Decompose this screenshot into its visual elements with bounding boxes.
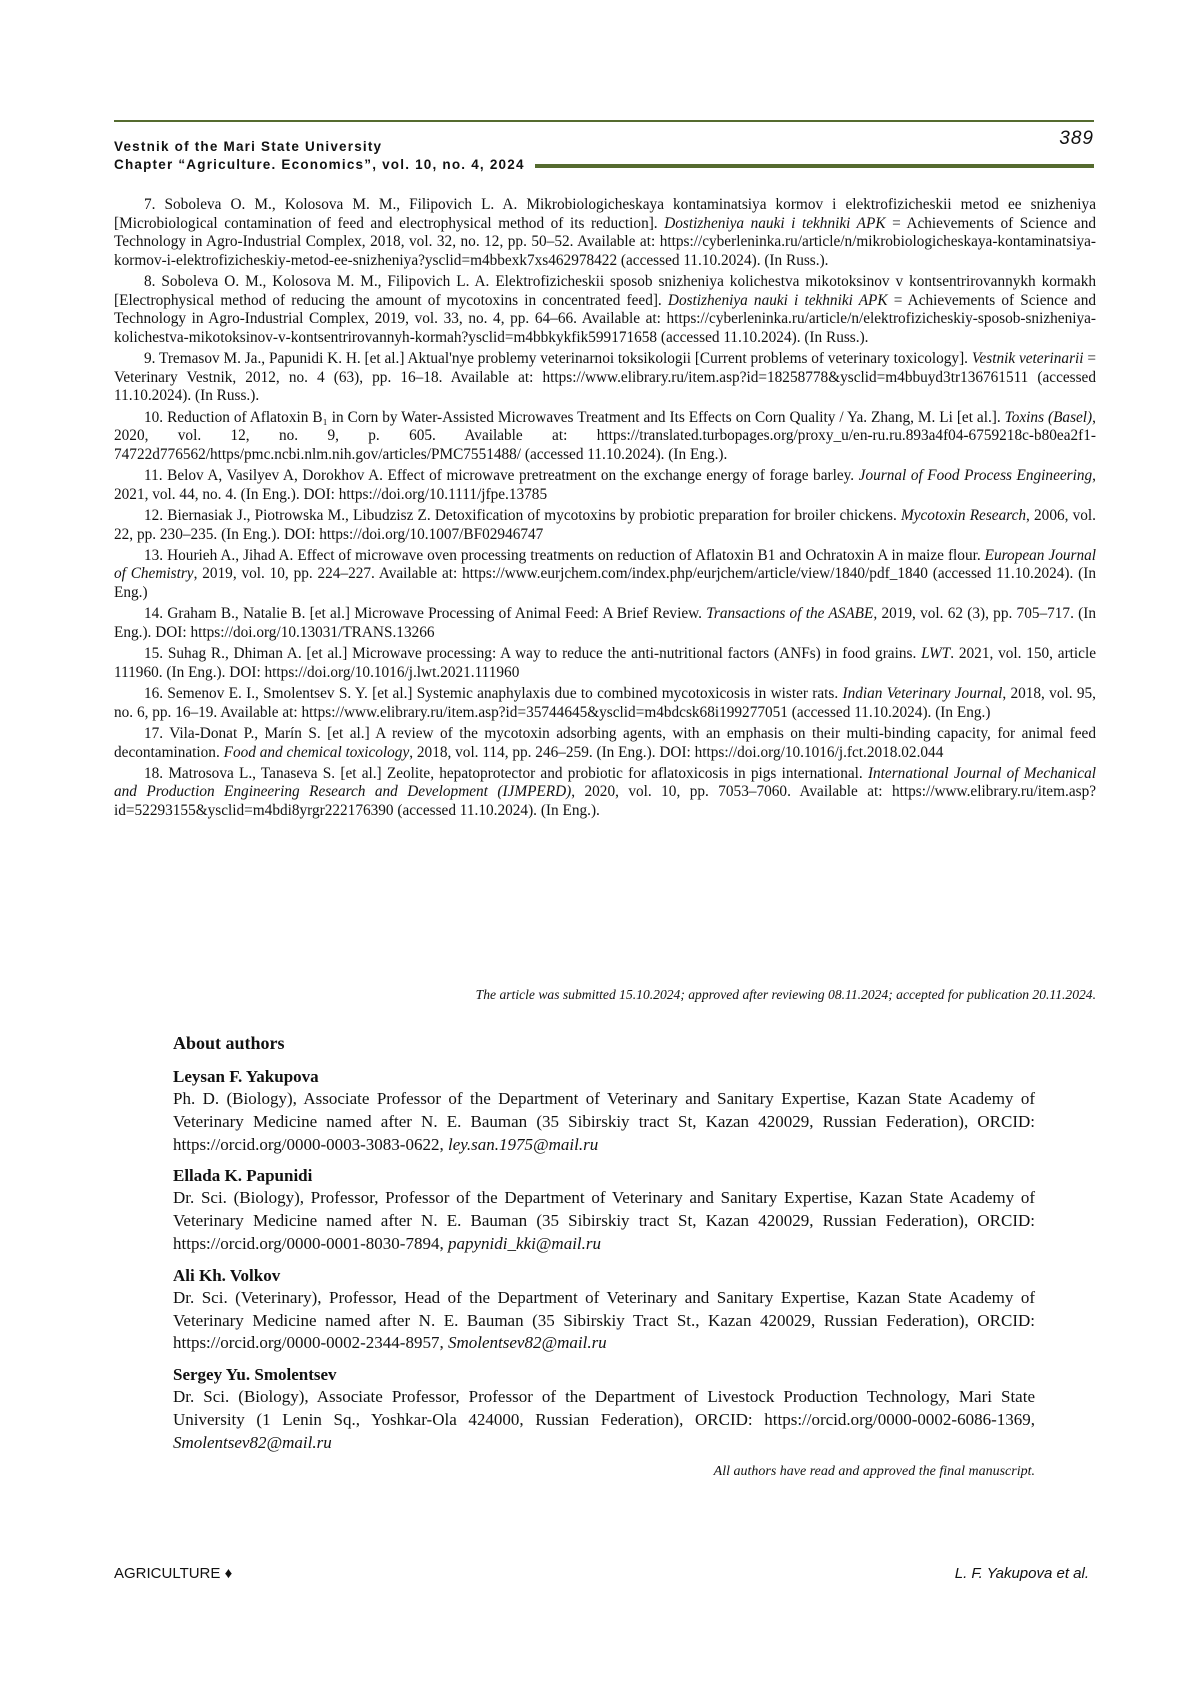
reference-details: 2019, vol. 62 (3), pp. 705–717. (In Eng.). DOI: https://doi.org/10.13031/TRANS.13266 (114, 605, 1096, 641)
reference-journal: European Journal of Chemistry (114, 546, 1097, 583)
reference-item (114, 725, 1096, 762)
reference-journal: Mycotoxin Research (900, 506, 1027, 524)
reference-journal: Journal of Food Process Engineering (858, 467, 1093, 485)
approved-note: All authors have read and approved the final manuscript. (713, 1463, 1035, 1479)
reference-journal: LWT (921, 645, 951, 663)
author-bio-text: Dr. Sci. (Veterinary), Professor, Head of the Department of Veterinary and Sanitary Expertise, Kazan State Academy of Veterinary Medicine named after N. E. Bauman (35 Sibirskiy Tract St., Kazan 420029, Russian Federation), ORCID: https://orcid.org/0000-0002-2344-8957, (173, 1287, 1035, 1353)
reference-details: , 2020, vol. 10, pp. 7053–7060. Available at: https://www.elibrary.ru/item.asp?id=52293155&ysclid=m4bdi8yrgr222176390 (accessed 11.10.2024). (In Eng.). (114, 783, 1097, 819)
reference-details: , 2021, vol. 44, no. 4. (In Eng.). DOI: https://doi.org/10.1111/jfpe.13785 (114, 467, 1096, 503)
reference-details: = Achievements of Science and Technology in Agro-Industrial Complex, 2019, vol. 33, no. 4, pp. 64–66. Available at: https://cyberleninka.ru/article/n/elektrofizicheskiy-sposob-snizheniya-kolichestva-mikotoksinov-v-kontsentrirovannyh-kormah?ysclid=m4bbkykfik599171658 (accessed 11.10.2024). (In Russ.). (114, 291, 1096, 346)
reference-item (114, 467, 1096, 504)
top-rule (114, 120, 1094, 122)
author-email: papynidi_kki@mail.ru (447, 1233, 602, 1253)
author-bio-text: Dr. Sci. (Biology), Professor, Professor of the Department of Veterinary and Sanitary Expertise, Kazan State Academy of Veterinary Medicine named after N. E. Bauman (35 Sibirskiy tract St, Kazan 420029, Russian Federation), ORCID: https://orcid.org/0000-0001-8030-7894, (173, 1188, 1035, 1253)
journal-title: Vestnik of the Mari State University (114, 139, 383, 154)
reference-details: = Achievements of Science and Technology in Agro-Industrial Complex, 2018, vol. 32, no. 12, pp. 50–52. Available at: https://cyberleninka.ru/article/n/mikrobiologicheskaya-kontaminatsiya-kormov-i-elektrofizicheskiy-metod-ee-snizheniya?ysclid=m4bbexk7xs462978422 (accessed 11.10.2024). (In Russ.). (114, 214, 1097, 269)
header-bar (535, 164, 1094, 168)
footer-authors: L. F. Yakupova et al. (954, 1565, 1089, 1582)
author-name: Leysan F. Yakupova (173, 1067, 319, 1086)
author-bio (173, 1386, 1035, 1454)
author-bio-text: Dr. Sci. (Biology), Associate Professor, Professor of the Department of Livestock Production Technology, Mari State University (1 Lenin Sq., Yoshkar-Ola 424000, Russian Federation), ORCID: https://orcid.org/0000-0002-6086-1369, (173, 1387, 1035, 1429)
reference-text: 18. Matrosova L., Tanaseva S. [et al.] Zeolite, hepatoprotector and probiotic for aflatoxicosis in pigs international. (144, 764, 868, 782)
reference-item (114, 685, 1096, 722)
author-name: Sergey Yu. Smolentsev (173, 1365, 337, 1385)
reference-text: 16. Semenov E. I., Smolentsev S. Y. [et al.] Systemic anaphylaxis due to combined mycotoxicosis in wister rats. (144, 685, 843, 703)
reference-details: , 2020, vol. 12, no. 9, p. 605. Available at: https://translated.turbopages.org/proxy_u/en-ru.ru.893a4f04-6759218c-b80ea2f1-74722d776562/https/pmc.ncbi.nlm.nih.gov/articles/PMC7551488/ (accessed 11.10.2024). (In Eng.). (114, 408, 1096, 463)
reference-item (114, 273, 1096, 347)
reference-text: 13. Hourieh A., Jihad A. Effect of microwave oven processing treatments on reduction of Aflatoxin B1 and Ochratoxin A in maize flour. (144, 546, 985, 564)
reference-details: . 2021, vol. 150, article 111960. (In Eng.). DOI: https://doi.org/10.1016/j.lwt.2021.111960 (114, 645, 1096, 681)
reference-details: , 2019, vol. 10, pp. 224–227. Available at: https://www.eurjchem.com/index.php/eurjchem/article/view/1840/pdf_1840 (accessed 11.10.2024). (In Eng.) (114, 565, 1096, 601)
reference-details: = Veterinary Vestnik, 2012, no. 4 (63), pp. 16–18. Available at: https://www.elibrary.ru/item.asp?id=18258778&ysclid=m4bbuyd3tr136761511 (accessed 11.10.2024). (In Russ.). (114, 350, 1096, 405)
reference-text: 10. Reduction of Aflatoxin B₁ in Corn by Water-Assisted Microwaves Treatment and Its Effects on Corn Quality / Ya. Zhang, M. Li [et al.]. (144, 408, 1005, 426)
author-email: Smolentsev82@mail.ru (447, 1333, 607, 1353)
reference-item (114, 409, 1096, 465)
author-entry (173, 1265, 1035, 1355)
reference-journal: Indian Veterinary Journal (842, 685, 1003, 703)
reference-text: 9. Tremasov M. Ja., Papunidi K. H. [et al.] Aktual'nye problemy veterinarnoi toksikologii [Current problems of veterinary toxicology]. (144, 350, 972, 368)
reference-journal: Dostizheniya nauki i tekhniki APK (667, 291, 888, 309)
reference-text: 14. Graham B., Natalie B. [et al.] Microwave Processing of Animal Feed: A Brief Review. (144, 605, 707, 623)
reference-text: 7. Soboleva O. M., Kolosova M. M., Filipovich L. A. Mikrobiologicheskaya kontaminatsiya kormov i elektrofizicheskii metod ee snizheniya [Microbiological contamination of feed and electrophysical method of its reduction]. (114, 196, 1096, 232)
references-list (114, 196, 1096, 823)
author-name: Ellada K. Papunidi (173, 1166, 313, 1186)
reference-item (114, 350, 1096, 406)
about-authors (173, 1033, 1035, 1480)
reference-journal: Transactions of the ASABE, (706, 605, 878, 623)
page-number: 389 (1059, 128, 1094, 149)
author-bio (173, 1088, 1035, 1156)
reference-details: , 2018, vol. 114, pp. 246–259. (In Eng.). DOI: https://doi.org/10.1016/j.fct.2018.02.044 (409, 743, 944, 761)
author-name: Ali Kh. Volkov (173, 1265, 281, 1285)
author-entry (173, 1364, 1035, 1454)
author-bio-text: Ph. D. (Biology), Associate Professor of the Department of Veterinary and Sanitary Expertise, Kazan State Academy of Veterinary Medicine named after N. E. Bauman (35 Sibirskiy tract St, Kazan 420029, Russian Federation), ORCID: https://orcid.org/0000-0003-3083-0622, (173, 1089, 1035, 1154)
author-entry (173, 1165, 1035, 1255)
footer-section: AGRICULTURE ♦ (114, 1565, 233, 1582)
reference-item (114, 605, 1096, 642)
reference-journal: International Journal of Mechanical and Production Engineering Research and Development (IJMPERD) (114, 764, 1096, 801)
journal-chapter (114, 156, 1094, 174)
reference-journal: Vestnik veterinarii (971, 350, 1084, 368)
reference-item (114, 547, 1096, 603)
running-header (114, 138, 1094, 174)
reference-text: 17. Vila-Donat P., Marín S. [et al.] A review of the mycotoxin adsorbing agents, with an emphasis on their multi-binding capacity, for animal feed decontamination. (114, 724, 1096, 761)
reference-item (114, 196, 1096, 270)
author-list (173, 1066, 1035, 1455)
reference-text: 11. Belov A, Vasilyev A, Dorokhov A. Effect of microwave pretreatment on the exchange energy of forage barley. (144, 467, 859, 485)
author-email: ley.san.1975@mail.ru (447, 1134, 599, 1154)
reference-details: , 2018, vol. 95, no. 6, pp. 16–19. Available at: https://www.elibrary.ru/item.asp?id=35744645&ysclid=m4bdcsk68i199277051 (accessed 11.10.2024). (In Eng.) (114, 685, 1096, 721)
reference-item (114, 645, 1096, 682)
reference-journal: Food and chemical toxicology (223, 743, 410, 761)
author-entry (173, 1066, 1035, 1156)
reference-text: 8. Soboleva O. M., Kolosova M. M., Filipovich L. A. Elektrofizicheskii sposob snizheniya kolichestva mikotoksinov v kontsentrirovannykh kormakh [Electrophysical method of reducing the amount of mycotoxins in concentrated feed]. (114, 273, 1096, 309)
reference-details: , 2006, vol. 22, pp. 230–235. (In Eng.). DOI: https://doi.org/10.1007/BF02946747 (114, 506, 1096, 543)
author-bio (173, 1187, 1035, 1255)
reference-journal: Dostizheniya nauki i tekhniki APK (664, 214, 886, 232)
reference-item (114, 765, 1096, 821)
about-authors-heading: About authors (173, 1033, 285, 1053)
reference-text: 12. Biernasiak J., Piotrowska M., Libudzisz Z. Detoxification of mycotoxins by probiotic preparation for broiler chickens. (144, 506, 901, 524)
author-bio (173, 1287, 1035, 1355)
reference-journal: Toxins (Basel) (1004, 408, 1093, 426)
reference-text: 15. Suhag R., Dhiman A. [et al.] Microwave processing: A way to reduce the anti-nutritional factors (ANFs) in food grains. (144, 645, 922, 663)
submission-note: The article was submitted 15.10.2024; approved after reviewing 08.11.2024; accepted for publication 20.11.2024. (475, 987, 1096, 1002)
reference-item (114, 507, 1096, 544)
journal-chapter-text: Chapter “Agriculture. Economics”, vol. 10, no. 4, 2024 (114, 157, 525, 172)
author-email: Smolentsev82@mail.ru (173, 1432, 332, 1452)
